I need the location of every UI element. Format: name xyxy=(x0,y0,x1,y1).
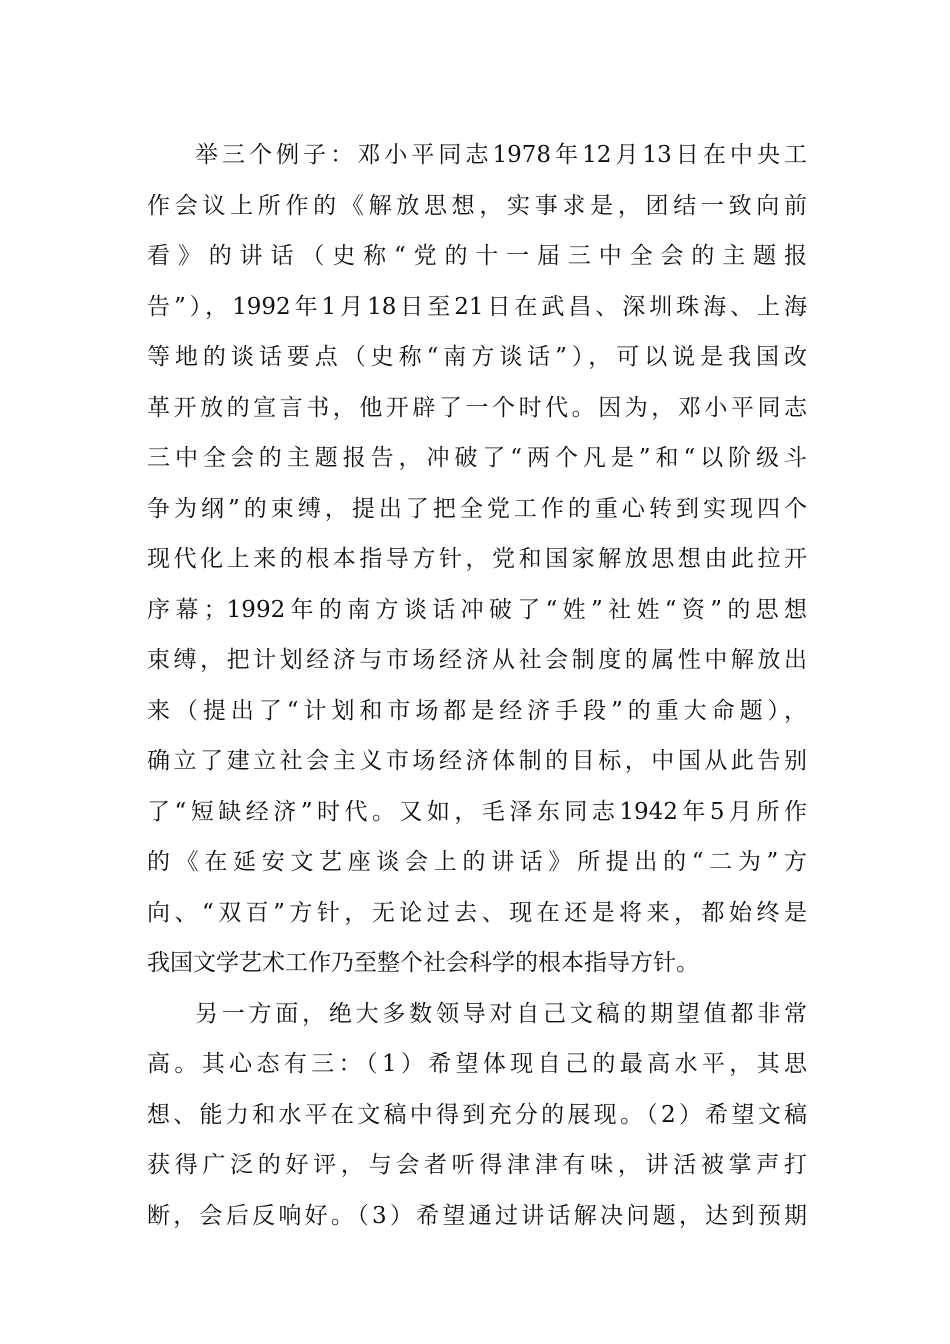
text-line: 现代化上来的根本指导方针，党和国家解放思想由此拉开 xyxy=(147,546,807,572)
text-line: 作会议上所作的《解放思想，实事求是，团结一致向前 xyxy=(147,192,807,219)
text-line: 向、“双百”方针，无论过去、现在还是将来，都始终是 xyxy=(147,899,807,926)
text-line: 了“短缺经济”时代。又如，毛泽东同志1942年5月所作 xyxy=(147,798,807,825)
text-line: 的《在延安文艺座谈会上的讲话》所提出的“二为”方 xyxy=(147,849,807,875)
text-line: 高。其心态有三：（1）希望体现自己的最高水平，其思 xyxy=(147,1051,807,1077)
text-line: 我国文学艺术工作乃至整个社会科学的根本指导方针。 xyxy=(147,950,699,976)
text-line: 举三个例子：邓小平同志1978年12月13日在中央工 xyxy=(195,142,807,168)
text-line: 想、能力和水平在文稿中得到充分的展现。（2）希望文稿 xyxy=(147,1101,807,1128)
text-line: 束缚，把计划经济与市场经济从社会制度的属性中解放出 xyxy=(147,647,807,673)
text-line: 等地的谈话要点（史称“南方谈话”），可以说是我国改 xyxy=(147,344,807,370)
text-line: 看》的讲话（史称“党的十一届三中全会的主题报 xyxy=(147,243,807,269)
paragraph-expectations xyxy=(147,989,807,1242)
paragraph-examples xyxy=(147,130,807,989)
text-line: 三中全会的主题报告，冲破了“两个凡是”和“以阶级斗 xyxy=(147,445,807,471)
text-line: 来（提出了“计划和市场都是经济手段”的重大命题）， xyxy=(147,697,807,724)
text-line: 争为纲”的束缚，提出了把全党工作的重心转到实现四个 xyxy=(147,495,807,522)
text-line: 获得广泛的好评，与会者听得津津有味，讲活被掌声打 xyxy=(147,1152,807,1178)
text-line: 告”），1992年1月18日至21日在武昌、深圳珠海、上海 xyxy=(147,293,807,320)
text-line: 序幕；1992年的南方谈话冲破了“姓”社姓“资”的思想 xyxy=(147,596,807,623)
text-line: 断，会后反响好。（3）希望通过讲话解决问题，达到预期 xyxy=(147,1202,807,1229)
text-line: 另一方面，绝大多数领导对自己文稿的期望值都非常 xyxy=(195,1000,807,1027)
text-line: 革开放的宣言书，他开辟了一个时代。因为，邓小平同志 xyxy=(147,394,807,421)
document-body xyxy=(147,130,807,1241)
text-line: 确立了建立社会主义市场经济体制的目标，中国从此告别 xyxy=(147,748,807,774)
